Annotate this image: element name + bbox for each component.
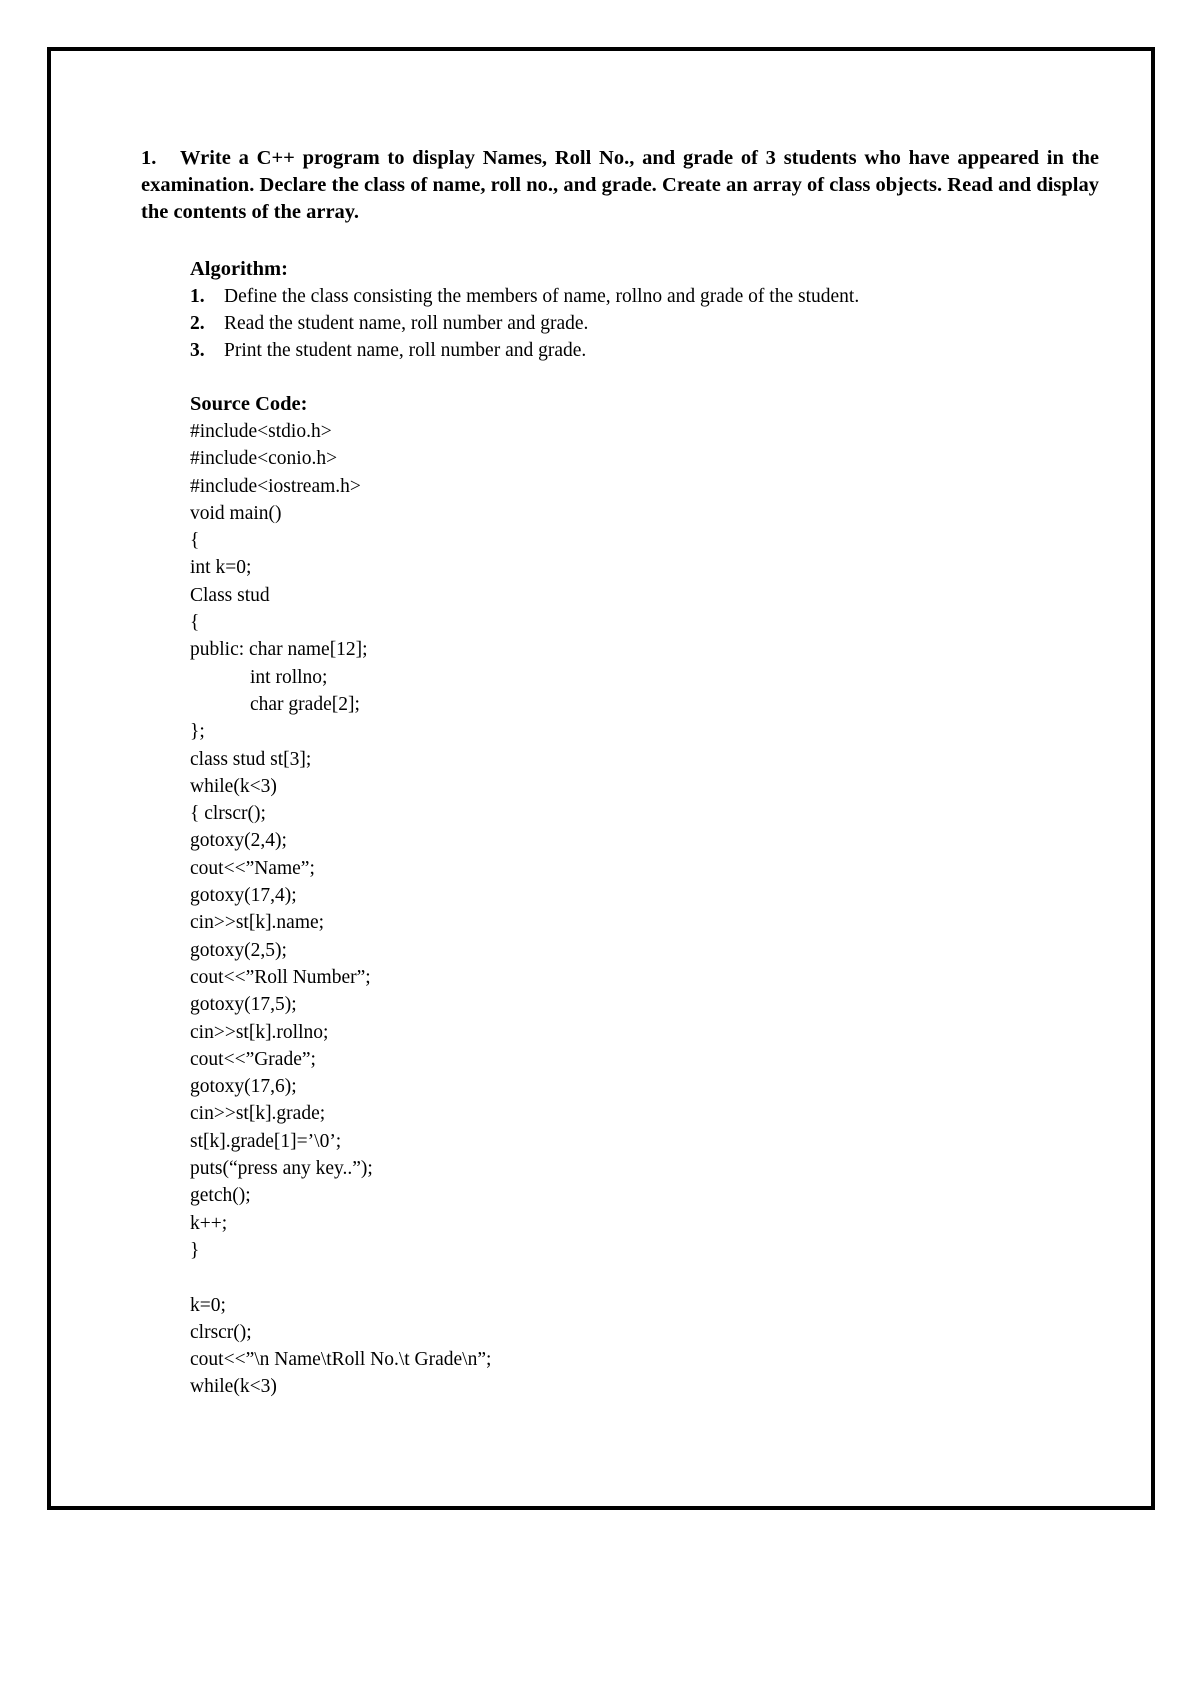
step-number: 2. <box>190 313 205 334</box>
source-code-section <box>190 391 1090 1401</box>
code-line: #include<conio.h> <box>190 448 338 470</box>
code-line: while(k<3) <box>190 775 277 797</box>
code-line: { <box>190 612 200 634</box>
code-line: { clrscr(); <box>190 803 266 825</box>
code-line: k++; <box>190 1212 228 1234</box>
code-line: void main() <box>190 502 282 524</box>
code-line: cin>>st[k].grade; <box>190 1103 326 1125</box>
code-line: gotoxy(2,5); <box>190 939 287 961</box>
code-line: class stud st[3]; <box>190 748 312 770</box>
code-line: cout<<”Grade”; <box>190 1048 316 1070</box>
code-line: } <box>190 1239 200 1261</box>
question-text: Write a C++ program to display Names, Roll No., and grade of 3 students who have appeared in the examination. Declare the class of name, roll no., and grade. Create an array of class objects. Read and display the contents of the array. <box>141 147 1099 223</box>
code-line: cin>>st[k].rollno; <box>190 1021 329 1043</box>
code-line: int rollno; <box>250 666 328 688</box>
code-line: cin>>st[k].name; <box>190 912 325 934</box>
source-code-listing <box>190 418 1090 1401</box>
code-line: char grade[2]; <box>250 693 360 715</box>
code-line: gotoxy(17,4); <box>190 885 297 907</box>
code-line: #include<iostream.h> <box>190 475 361 497</box>
code-line: public: char name[12]; <box>190 639 368 661</box>
algorithm-heading: Algorithm: <box>190 258 288 280</box>
code-line: { <box>190 530 200 552</box>
step-number: 1. <box>190 286 205 307</box>
algorithm-step <box>190 337 1090 364</box>
algorithm-section <box>190 256 1090 364</box>
code-line: #include<stdio.h> <box>190 421 332 442</box>
algorithm-step <box>190 310 1090 337</box>
code-line: Class stud <box>190 584 270 606</box>
algorithm-step <box>190 283 1090 310</box>
code-line: cout<<”Name”; <box>190 857 315 879</box>
code-line: while(k<3) <box>190 1376 277 1398</box>
code-line: gotoxy(17,6); <box>190 1076 297 1098</box>
code-line: int k=0; <box>190 557 252 579</box>
code-line: }; <box>190 721 205 743</box>
code-line: getch(); <box>190 1185 251 1207</box>
code-line: cout<<”\n Name\tRoll No.\t Grade\n”; <box>190 1349 492 1371</box>
algorithm-steps <box>190 283 1090 364</box>
step-text: Read the student name, roll number and grade. <box>224 313 589 334</box>
code-line: cout<<”Roll Number”; <box>190 966 371 988</box>
step-text: Define the class consisting the members of name, rollno and grade of the student. <box>224 286 860 307</box>
code-line: gotoxy(17,5); <box>190 994 297 1016</box>
code-line: puts(“press any key..”); <box>190 1158 373 1180</box>
source-code-heading: Source Code: <box>190 393 308 415</box>
question-statement <box>141 145 1099 226</box>
question-number: 1. <box>141 147 157 169</box>
step-number: 3. <box>190 340 205 361</box>
code-line-blank <box>190 1264 1090 1291</box>
code-line: clrscr(); <box>190 1321 252 1343</box>
code-line: gotoxy(2,4); <box>190 830 287 852</box>
code-line: k=0; <box>190 1294 226 1316</box>
step-text: Print the student name, roll number and grade. <box>224 340 587 361</box>
code-line: st[k].grade[1]=’\0’; <box>190 1130 342 1152</box>
